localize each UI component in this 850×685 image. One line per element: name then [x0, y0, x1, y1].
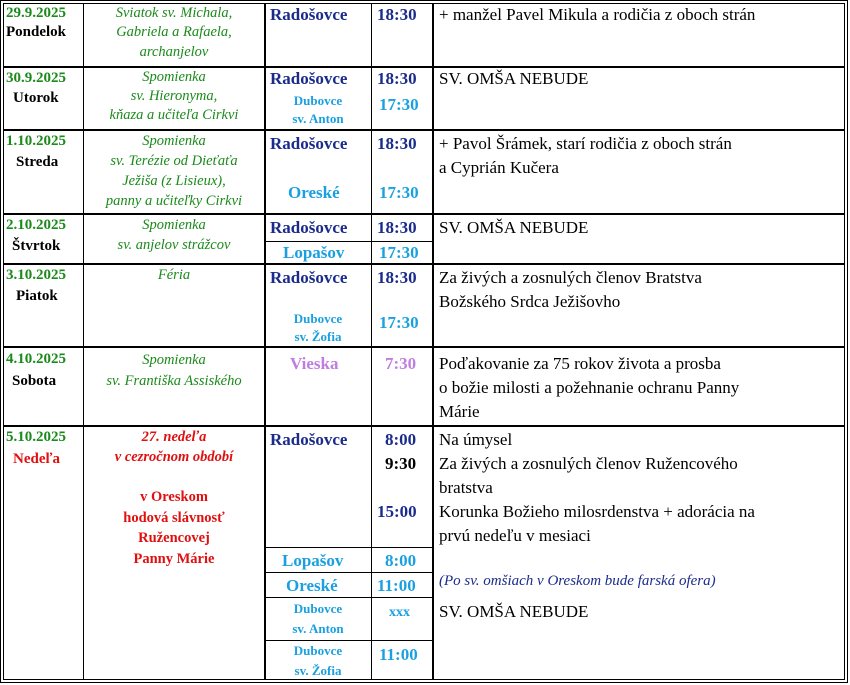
mass-intention: bratstva [439, 478, 493, 497]
mass-place: Oreské [286, 576, 338, 595]
mass-time: 18:30 [377, 134, 417, 153]
mass-place: sv. Anton [292, 621, 344, 636]
mass-place: Dubovce [293, 311, 343, 326]
mass-place: Oreské [288, 183, 340, 202]
feast-line: sv. Hieronyma, [130, 88, 218, 104]
date: 29.9.2025 [6, 5, 66, 21]
mass-intention: Božského Srdca Ježišovho [439, 292, 621, 311]
date: 4.10.2025 [6, 351, 66, 367]
feast-line: Féria [157, 267, 191, 283]
mass-place: sv. Anton [292, 111, 344, 126]
mass-time: 17:30 [379, 183, 419, 202]
mass-time: 8:00 [385, 551, 417, 570]
mass-time: 17:30 [379, 95, 419, 114]
weekday: Nedeľa [13, 451, 61, 467]
feast-line: sv. anjelov strážcov [117, 237, 231, 253]
mass-intention: + Pavol Šrámek, starí rodičia z oboch strán [439, 134, 732, 153]
date: 3.10.2025 [6, 267, 66, 283]
feast-line: Spomienka [142, 352, 206, 368]
date: 30.9.2025 [6, 70, 66, 86]
feast-line: Panny Márie [133, 551, 215, 567]
mass-time: 18:30 [377, 5, 417, 24]
feast-line: 27. nedeľa [141, 429, 207, 445]
mass-time: 18:30 [377, 268, 417, 287]
mass-time: 11:00 [379, 645, 418, 664]
feast-line: Ježiša (z Lisieux), [122, 173, 226, 189]
feast-line: archanjelov [139, 44, 209, 60]
mass-intention: o božie milosti a požehnanie ochranu Panny [439, 378, 740, 397]
mass-intention: + manžel Pavel Mikula a rodičia z oboch strán [439, 5, 756, 24]
mass-intention: Za živých a zosnulých členov Bratstva [439, 268, 702, 287]
mass-intention: a Cyprián Kučera [439, 158, 559, 177]
weekday: Pondelok [6, 24, 67, 40]
feast-line: sv. Terézie od Dieťaťa [110, 153, 238, 169]
mass-time: 17:30 [379, 313, 419, 332]
feast-line: panny a učiteľky Cirkvi [105, 193, 243, 209]
mass-place: Radošovce [270, 218, 348, 237]
mass-place: Dubovce [293, 643, 343, 658]
weekday: Streda [16, 154, 59, 170]
mass-time: 11:00 [377, 576, 416, 595]
mass-place: Radošovce [270, 134, 348, 153]
mass-place: Dubovce [293, 93, 343, 108]
mass-place: Radošovce [270, 268, 348, 287]
date: 2.10.2025 [6, 217, 66, 233]
mass-time: 8:00 [385, 430, 417, 449]
mass-place: Lopašov [283, 243, 345, 262]
mass-intention: Korunka Božieho milosrdenstva + adorácia na [439, 502, 755, 521]
mass-place: Radošovce [270, 69, 348, 88]
mass-place: Radošovce [270, 430, 348, 449]
feast-line: Ružencovej [138, 530, 210, 546]
mass-intention: Poďakovanie za 75 rokov života a prosba [439, 354, 721, 373]
date: 5.10.2025 [6, 429, 66, 445]
mass-intention: Za živých a zosnulých členov Ružencového [439, 454, 738, 473]
feast-line: hodová slávnosť [123, 510, 225, 526]
inner-frame [3, 3, 845, 680]
mass-time: 9:30 [385, 454, 417, 473]
mass-time: 7:30 [385, 354, 417, 373]
cancel-notice: SV. OMŠA NEBUDE [439, 602, 589, 621]
feast-line: Spomienka [142, 133, 206, 149]
mass-intention: Na úmysel [439, 430, 513, 449]
mass-place: Lopašov [282, 551, 344, 570]
mass-intention: SV. OMŠA NEBUDE [439, 218, 589, 237]
mass-time: 18:30 [377, 69, 417, 88]
date: 1.10.2025 [6, 133, 66, 149]
mass-time: 18:30 [377, 218, 417, 237]
feast-line: Spomienka [142, 217, 206, 233]
weekday: Štvrtok [12, 238, 61, 254]
weekday: Piatok [16, 288, 58, 304]
feast-line: Spomienka [142, 69, 206, 85]
mass-intention: Márie [439, 402, 480, 421]
mass-time: 15:00 [377, 502, 417, 521]
weekday: Utorok [13, 90, 59, 106]
feast-line: v cezročnom období [114, 449, 234, 465]
mass-time: 17:30 [379, 243, 419, 262]
mass-intention: SV. OMŠA NEBUDE [439, 69, 589, 88]
mass-place: Vieska [290, 354, 339, 373]
mass-intention: prvú nedeľu v mesiaci [439, 526, 591, 545]
offering-note: (Po sv. omšiach v Oreskom bude farská ofera) [439, 573, 716, 589]
feast-line: Gabriela a Rafaela, [116, 24, 232, 40]
feast-line: Sviatok sv. Michala, [115, 5, 233, 21]
mass-place: sv. Žofia [294, 663, 342, 678]
weekday: Sobota [12, 373, 57, 389]
mass-place: sv. Žofia [294, 329, 342, 344]
feast-line: v Oreskom [140, 489, 208, 505]
mass-place: Dubovce [293, 601, 343, 616]
mass-place: Radošovce [270, 5, 348, 24]
feast-line: sv. Františka Assiského [106, 373, 242, 389]
feast-line: kňaza a učiteľa Cirkvi [109, 107, 239, 123]
mass-time: xxx [389, 605, 410, 620]
